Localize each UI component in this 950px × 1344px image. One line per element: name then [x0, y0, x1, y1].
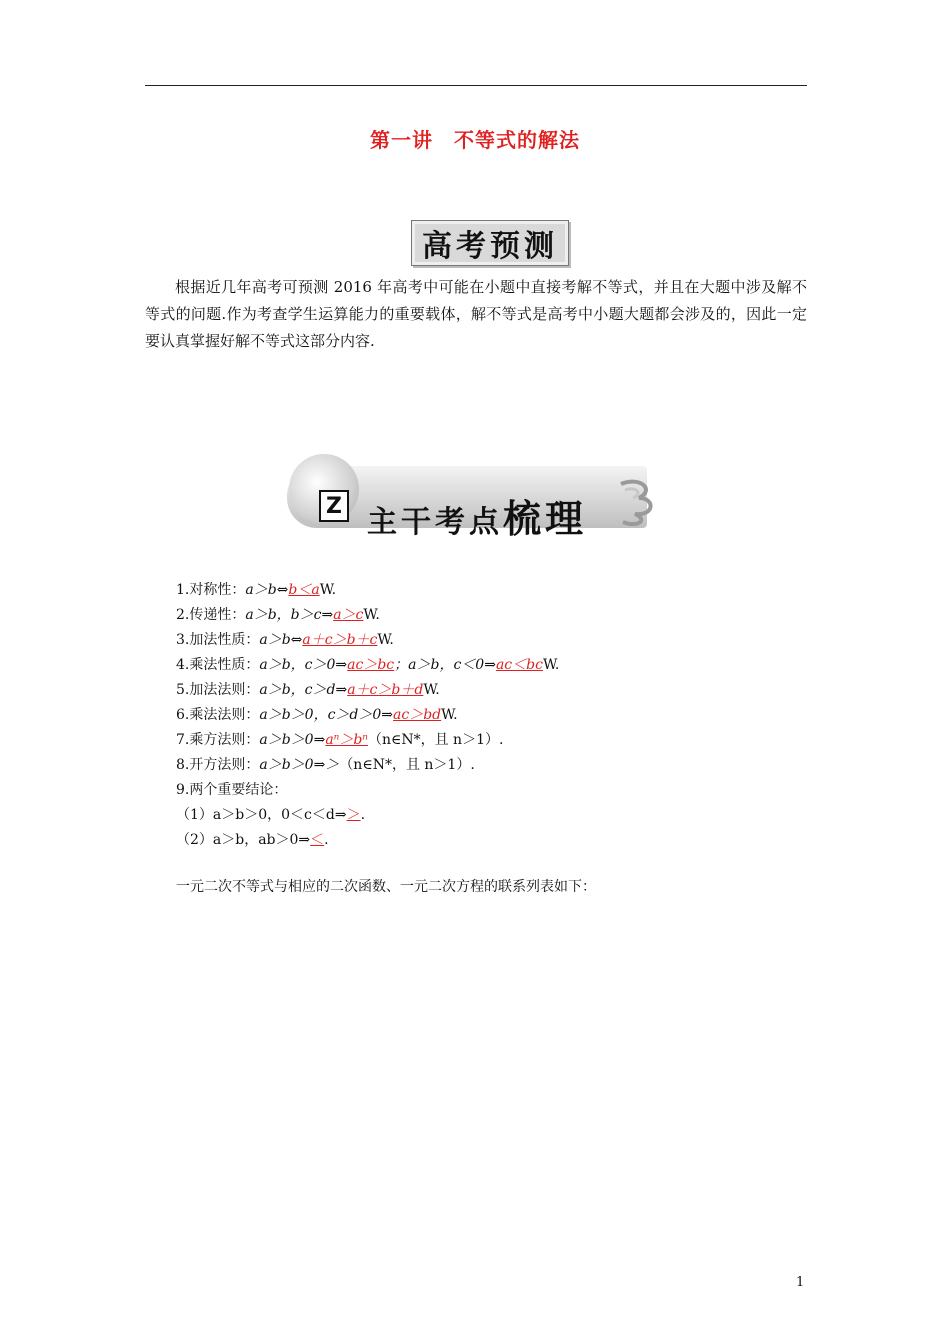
list-item — [176, 603, 796, 628]
key-points-list — [176, 578, 796, 853]
item-label: （1）a＞b＞0，0＜c＜d⇒ — [176, 807, 347, 823]
item-suffix: W. — [377, 632, 394, 648]
item-condition: a＞b⇔ — [259, 632, 303, 648]
item-answer: b＜a — [288, 582, 320, 598]
list-item — [176, 653, 796, 678]
page-number: 1 — [796, 1275, 805, 1290]
banner-letter-badge: Z — [319, 490, 349, 522]
section-banner-forecast — [411, 220, 569, 266]
item-answer: a＋c＞b＋c — [302, 632, 378, 648]
item-suffix: . — [324, 832, 329, 848]
list-item — [176, 753, 796, 778]
swirl-decoration-icon — [615, 476, 659, 526]
item-answer: a＋c＞b＋d — [347, 682, 424, 698]
item-label: 7.乘方法则： — [176, 732, 260, 748]
list-item — [176, 728, 796, 753]
list-item — [176, 628, 796, 653]
list-item — [176, 828, 796, 853]
item-condition: a＞b⇔ — [245, 582, 289, 598]
intro-paragraph: 根据近几年高考可预测 2016 年高考中可能在小题中直接考解不等式，并且在大题中涉及解不等式的问题.作为考查学生运算能力的重要载体，解不等式是高考中小题大题都会涉及的，因此一定要认真掌握好解不等式这部分内容. — [145, 278, 807, 350]
item-label: 9.两个重要结论： — [176, 782, 288, 798]
item-suffix: W. — [441, 707, 458, 723]
item-label: 2.传递性： — [176, 607, 246, 623]
item-suffix: W. — [319, 582, 337, 598]
banner-heading — [367, 488, 587, 543]
section-banner-key-points — [287, 452, 662, 541]
item-suffix: （n∈N*，且 n＞1）. — [367, 732, 504, 748]
banner-heading-big: 梳理 — [503, 497, 588, 541]
list-item — [176, 678, 796, 703]
item-suffix: （n∈N*，且 n＞1）. — [339, 757, 475, 773]
item-suffix: W. — [423, 682, 440, 698]
item-answer: ac＞bd — [393, 707, 442, 723]
item-answer: ＜ — [310, 832, 325, 848]
item-label: 1.对称性： — [176, 582, 246, 598]
item-label: 6.乘法法则： — [176, 707, 260, 723]
banner-heading-main: 主干考点 — [367, 505, 503, 540]
list-item — [176, 778, 796, 803]
item-label: （2）a＞b，ab＞0⇒ — [176, 832, 311, 848]
item-label: 5.加法法则： — [176, 682, 260, 698]
list-item — [176, 803, 796, 828]
item-condition: a＞b＞0⇒ — [259, 732, 326, 748]
item-label: 4.乘法性质： — [176, 657, 260, 673]
item-answer: a＞c — [333, 607, 364, 623]
item-answer: ac＞bc — [347, 657, 395, 673]
item-condition: a＞b，c＞d⇒ — [259, 682, 348, 698]
item-condition: a＞b，c＞0⇒ — [259, 657, 348, 673]
item-suffix: . — [360, 807, 366, 823]
top-rule — [145, 85, 807, 86]
item-label: 3.加法性质： — [176, 632, 260, 648]
table-intro-text: 一元二次不等式与相应的二次函数、一元二次方程的联系列表如下： — [176, 879, 596, 895]
item-answer-2: ac＜bc — [495, 657, 543, 673]
item-label: 8.开方法则： — [176, 757, 260, 773]
list-item — [176, 703, 796, 728]
item-answer: aⁿ＞bⁿ — [325, 732, 368, 748]
item-condition: a＞b＞0，c＞d＞0⇒ — [259, 707, 394, 723]
list-item — [176, 578, 796, 603]
section-banner-forecast-text: 高考预测 — [422, 229, 558, 264]
item-condition-2: ；a＞b，c＜0⇒ — [394, 657, 496, 673]
item-condition: a＞b，b＞c⇒ — [245, 607, 334, 623]
page-title: 第一讲 不等式的解法 — [370, 128, 580, 152]
item-suffix: W. — [542, 657, 560, 673]
item-condition: a＞b＞0⇒＞ — [259, 757, 340, 773]
item-answer: ＞ — [346, 807, 361, 823]
item-suffix: W. — [363, 607, 380, 623]
